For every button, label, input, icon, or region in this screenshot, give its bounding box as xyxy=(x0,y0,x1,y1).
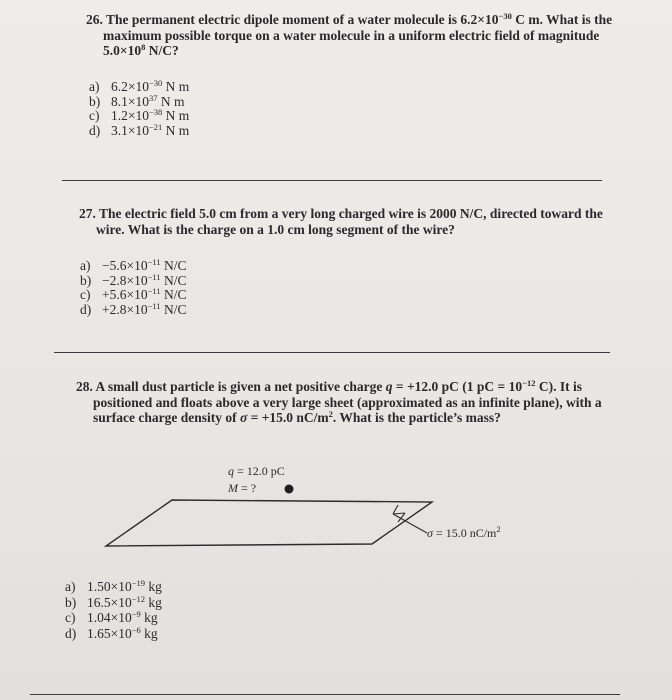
question-26 xyxy=(86,12,626,59)
surface-charge-label: σ = 15.0 $nC/m^2$ xyxy=(427,524,501,540)
divider-line xyxy=(30,694,620,695)
answer-option[interactable]: d) $3.1\times 10^{-21}$ N m xyxy=(89,121,190,138)
question-26-options xyxy=(89,80,189,138)
question-number: 27. xyxy=(79,206,96,221)
answer-option[interactable]: $c) +5.6\times 10^{-11}$ N/C xyxy=(80,286,187,302)
question-28 xyxy=(76,379,656,426)
answer-option[interactable]: $d) +2.8\times 10^{-11}$ N/C xyxy=(80,300,187,317)
answer-option[interactable]: b) $16.5\times 10^{-12}$ kg xyxy=(65,593,162,610)
answer-option[interactable]: c) $1.04\times 10^{-9}$ kg xyxy=(65,609,158,625)
question-28-stem: 28. A small dust particle is given a net positive charge q = +12.0 pC (1 pC = $10^{-12}$ C). It is positioned and floats above a very large sheet (approximated as an infinite plane), with a surface charge density of σ = +15.0 $nC/m^2$. What is the particle’s mass? xyxy=(76,378,602,425)
question-27-stem: 27. The electric field 5.0 cm from a very long charged wire is 2000 N/C, directed toward the wire. What is the charge on a 1.0 cm long segment of the wire? xyxy=(79,206,603,237)
sigma-pointer-arrow xyxy=(393,505,427,533)
question-number: 26. xyxy=(86,12,103,27)
dust-particle-dot xyxy=(285,485,294,494)
answer-option[interactable]: $a) -5.6\times 10^{-11}$ N/C xyxy=(80,257,187,273)
answer-option[interactable]: $b) -2.8\times 10^{-11}$ N/C xyxy=(80,271,187,288)
question-26-stem: 26. The permanent electric dipole moment of a water molecule is $6.2\times 10^{-30}$ C m. What is the maximum possible torque on a water molecule in a uniform electric field of magnitude $5.0\times 10^8$ N/C? xyxy=(86,11,613,58)
answer-option[interactable]: a) $6.2\times 10^{-30}$ N m xyxy=(89,78,190,94)
infinite-plane-sheet xyxy=(106,500,432,546)
divider-line xyxy=(62,180,602,181)
question-28-options xyxy=(65,579,162,641)
question-number: 28. xyxy=(76,379,93,394)
answer-option[interactable]: d) $1.65\times 10^{-6}$ kg xyxy=(65,624,158,641)
question-27 xyxy=(79,206,639,237)
answer-option[interactable]: a) $1.50\times 10^{-19}$ kg xyxy=(65,578,162,594)
answer-option[interactable]: c) $1.2\times 10^{-38}$ N m xyxy=(89,107,190,123)
charge-label: q = 12.0 pC xyxy=(228,464,285,478)
mass-label: M = ? xyxy=(228,481,257,495)
answer-option[interactable]: b) $8.1\times 10^{37}$ N m xyxy=(89,92,185,109)
divider-line xyxy=(54,352,610,353)
question-27-options xyxy=(80,259,186,317)
